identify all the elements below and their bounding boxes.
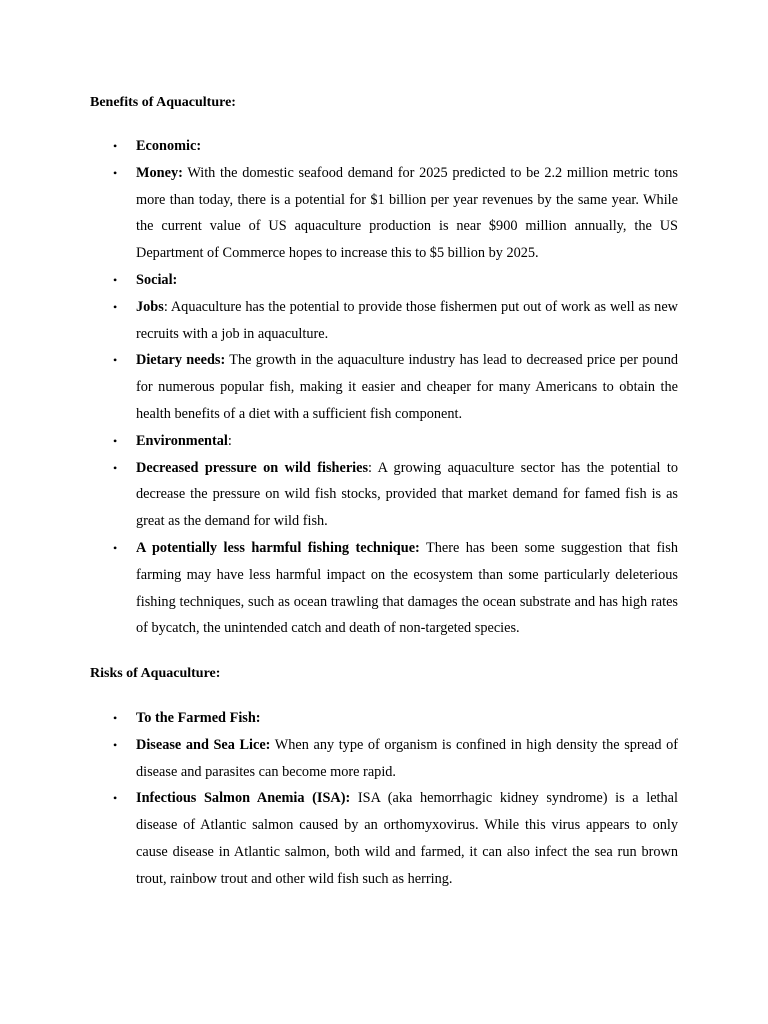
benefits-heading: Benefits of Aquaculture: xyxy=(90,95,236,110)
list-item xyxy=(113,133,678,160)
item-lead: Disease and Sea Lice: xyxy=(136,736,271,753)
list-item xyxy=(113,347,678,427)
bullet-icon: • xyxy=(113,139,118,153)
item-text: With the domestic seafood demand for 2025 predicted to be 2.2 million metric tons more than today, there is a potential for $1 billion per year revenues by the same year. While the current value of US aquaculture production is near $900 million annually, the US Department of Commerce hopes to increase this to $5 billion by 2025. xyxy=(136,164,678,262)
bullet-icon: • xyxy=(113,353,118,368)
list-item xyxy=(113,732,678,786)
item-lead: Environmental xyxy=(136,432,228,449)
list-item xyxy=(113,455,678,535)
list-item xyxy=(113,785,678,892)
list-item xyxy=(113,267,678,294)
bullet-icon: • xyxy=(113,272,118,287)
risks-list xyxy=(0,705,768,893)
item-lead: To the Farmed Fish: xyxy=(136,710,261,726)
item-lead: Decreased pressure on wild fisheries xyxy=(136,459,369,476)
list-item xyxy=(113,160,678,267)
item-lead: Infectious Salmon Anemia (ISA): xyxy=(136,790,351,807)
list-item xyxy=(113,705,678,732)
bullet-icon: • xyxy=(113,791,118,806)
item-lead: Economic: xyxy=(136,138,202,154)
item-text: : Aquaculture has the potential to provide those fishermen put out of work as well as new recruits with a job in aquaculture. xyxy=(136,298,678,342)
item-text: The growth in the aquaculture industry has lead to decreased price per pound for numerous popular fish, making it easier and cheaper for many Americans to obtain the health benefits of a diet with a sufficient fish component. xyxy=(136,352,678,422)
bullet-icon: • xyxy=(113,433,118,448)
item-lead: Money: xyxy=(136,164,183,181)
bullet-icon: • xyxy=(113,460,118,475)
item-text: ISA (aka hemorrhagic kidney syndrome) is a lethal disease of Atlantic salmon caused by an orthomyxovirus. While this virus appears to only cause disease in Atlantic salmon, both wild and farmed, it can also infect the sea run brown trout, rainbow trout and other wild fish such as herring. xyxy=(136,790,678,887)
bullet-icon: • xyxy=(113,299,118,314)
item-lead: Jobs xyxy=(136,298,164,315)
item-text: There has been some suggestion that fish farming may have less harmful impact on the ecosystem than some particularly deleterious fishing techniques, such as ocean trawling that damages the ocean substrate and has high rates of bycatch, the unintended catch and death of non-targeted species. xyxy=(136,539,678,637)
list-item xyxy=(113,428,678,455)
list-item xyxy=(113,535,678,642)
item-lead: Dietary needs: xyxy=(136,352,226,369)
risks-heading: Risks of Aquaculture: xyxy=(90,666,221,681)
benefits-list xyxy=(0,133,768,642)
bullet-icon: • xyxy=(113,165,118,180)
item-lead: Social: xyxy=(136,271,178,288)
item-lead: A potentially less harmful fishing technique: xyxy=(136,539,420,556)
bullet-icon: • xyxy=(113,711,118,725)
item-text: When any type of organism is confined in high density the spread of disease and parasites can become more rapid. xyxy=(136,736,678,780)
item-text: : A growing aquaculture sector has the potential to decrease the pressure on wild fish stocks, provided that market demand for famed fish is as great as the demand for wild fish. xyxy=(136,459,678,530)
bullet-icon: • xyxy=(113,540,118,555)
list-item xyxy=(113,294,678,348)
bullet-icon: • xyxy=(113,737,118,752)
item-text: : xyxy=(227,432,232,449)
